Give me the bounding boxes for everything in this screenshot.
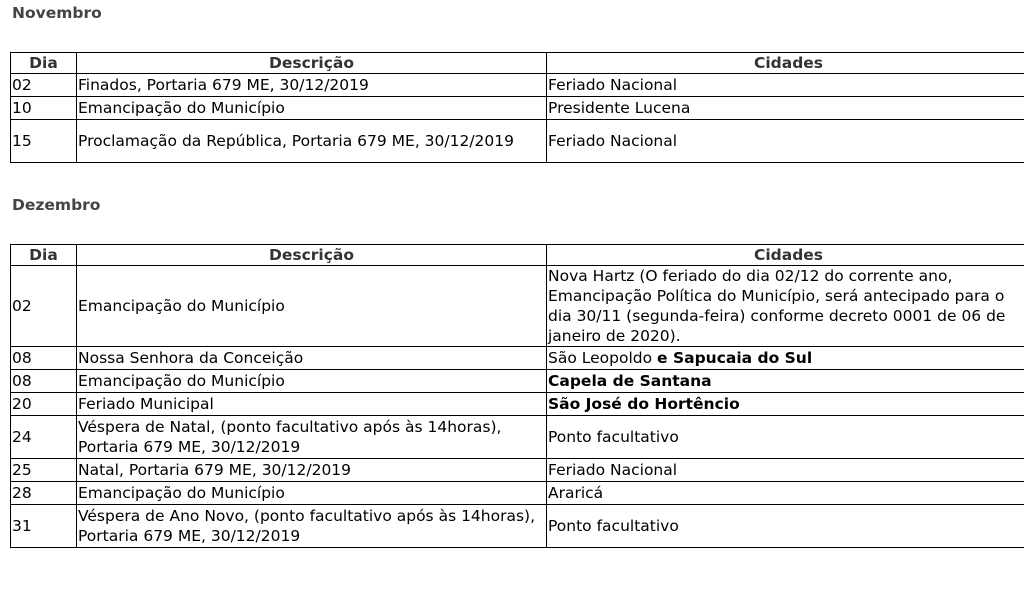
cell-dia: 08: [11, 370, 77, 393]
cell-cidades: Feriado Nacional: [547, 459, 1024, 482]
table-row: [11, 97, 1024, 120]
cidade-name-bold: e Sapucaia do Sul: [657, 349, 813, 367]
cell-dia: 28: [11, 482, 77, 505]
cell-cidades: Capela de Santana: [547, 370, 1024, 393]
cell-cidades: [547, 347, 1024, 370]
column-header-dia: Dia: [11, 245, 77, 266]
table-header-row: [11, 245, 1024, 266]
cell-descricao: Emancipação do Município: [77, 370, 547, 393]
cell-descricao: Feriado Municipal: [77, 393, 547, 416]
column-header-descricao: Descrição: [77, 53, 547, 74]
column-header-cidades: Cidades: [547, 53, 1024, 74]
cell-dia: 25: [11, 459, 77, 482]
cell-descricao: Véspera de Ano Novo, (ponto facultativo após às 14horas), Portaria 679 ME, 30/12/2019: [77, 505, 547, 548]
cell-cidades: Presidente Lucena: [547, 97, 1024, 120]
table-row: [11, 347, 1024, 370]
cell-cidades: Feriado Nacional: [547, 120, 1024, 163]
column-header-dia: Dia: [11, 53, 77, 74]
cell-cidades: Nova Hartz (O feriado do dia 02/12 do corrente ano, Emancipação Política do Município, será antecipado para o dia 30/11 (segunda-feira) conforme decreto 0001 de 06 de janeiro de 2020).: [547, 266, 1024, 347]
cell-descricao: Emancipação do Município: [77, 266, 547, 347]
cell-dia: 02: [11, 266, 77, 347]
cidade-name: São Leopoldo: [548, 349, 653, 367]
cell-dia: 24: [11, 416, 77, 459]
column-header-cidades: Cidades: [547, 245, 1024, 266]
month-title-dezembro: Dezembro: [12, 196, 101, 214]
table-row: [11, 482, 1024, 505]
cell-cidades: Ponto facultativo: [547, 505, 1024, 548]
table-row: [11, 266, 1024, 347]
cell-descricao: Finados, Portaria 679 ME, 30/12/2019: [77, 74, 547, 97]
table-row: [11, 370, 1024, 393]
cell-cidades: São José do Hortêncio: [547, 393, 1024, 416]
table-row: [11, 74, 1024, 97]
table-row: [11, 393, 1024, 416]
cell-descricao: Proclamação da República, Portaria 679 ME, 30/12/2019: [77, 120, 547, 163]
holiday-table-dezembro: [10, 244, 1024, 548]
cell-dia: 15: [11, 120, 77, 163]
table-header-row: [11, 53, 1024, 74]
cell-cidades: Feriado Nacional: [547, 74, 1024, 97]
cell-descricao: Véspera de Natal, (ponto facultativo após às 14horas), Portaria 679 ME, 30/12/2019: [77, 416, 547, 459]
cell-cidades: Ponto facultativo: [547, 416, 1024, 459]
cell-descricao: Emancipação do Município: [77, 97, 547, 120]
cell-cidades: Araricá: [547, 482, 1024, 505]
cell-descricao: Natal, Portaria 679 ME, 30/12/2019: [77, 459, 547, 482]
cell-dia: 08: [11, 347, 77, 370]
cell-dia: 10: [11, 97, 77, 120]
cell-dia: 02: [11, 74, 77, 97]
table-row: [11, 459, 1024, 482]
cell-descricao: Emancipação do Município: [77, 482, 547, 505]
cell-dia: 20: [11, 393, 77, 416]
month-title-novembro: Novembro: [12, 4, 102, 22]
holiday-table-novembro: [10, 52, 1024, 163]
table-row: [11, 505, 1024, 548]
column-header-descricao: Descrição: [77, 245, 547, 266]
table-row: [11, 416, 1024, 459]
table-row: [11, 120, 1024, 163]
cell-descricao: Nossa Senhora da Conceição: [77, 347, 547, 370]
cell-dia: 31: [11, 505, 77, 548]
